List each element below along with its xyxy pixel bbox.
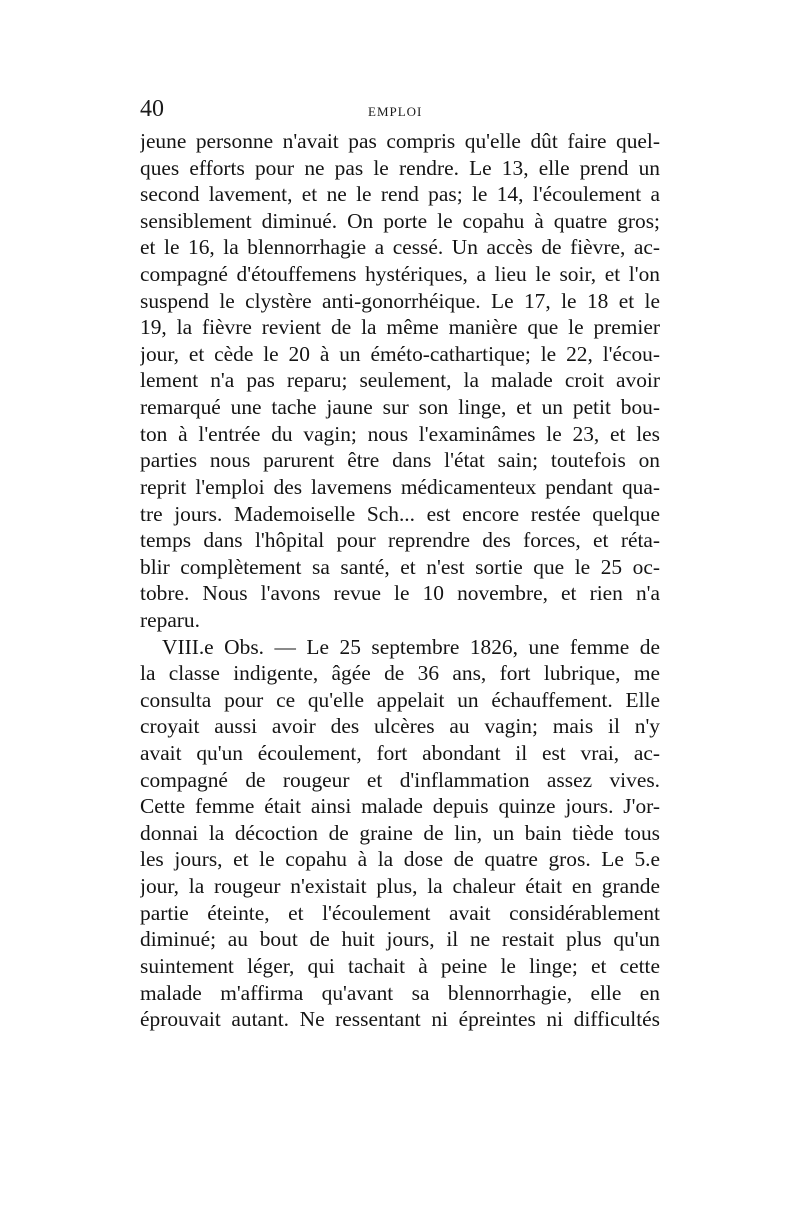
text-line: croyait aussi avoir des ulcères au vagin; mais il n'y	[140, 714, 660, 739]
text-line: jour, et cède le 20 à un éméto-cathartique; le 22, l'écou-	[140, 341, 660, 366]
body-text	[140, 128, 660, 1033]
text-line: tobre. Nous l'avons revue le 10 novembre, et rien n'a	[140, 581, 660, 606]
text-line: temps dans l'hôpital pour reprendre des forces, et réta-	[140, 528, 660, 553]
text-line: malade m'affirma qu'avant sa blennorrhagie, elle en	[140, 980, 660, 1005]
text-line: sensiblement diminué. On porte le copahu à quatre gros;	[140, 208, 660, 233]
text-line: la classe indigente, âgée de 36 ans, fort lubrique, me	[140, 661, 660, 686]
text-line: Cette femme était ainsi malade depuis quinze jours. J'or-	[140, 794, 660, 819]
text-line: compagné d'étouffemens hystériques, a lieu le soir, et l'on	[140, 262, 660, 287]
text-line: donnai la décoction de graine de lin, un bain tiède tous	[140, 820, 660, 845]
page-number: 40	[140, 96, 164, 122]
text-line: remarqué une tache jaune sur son linge, et un petit bou-	[140, 395, 660, 420]
text-line: consulta pour ce qu'elle appelait un échauffement. Elle	[140, 687, 660, 712]
text-line: compagné de rougeur et d'inflammation assez vives.	[140, 767, 660, 792]
running-head: EMPLOI	[368, 104, 423, 119]
text-line: second lavement, et ne le rend pas; le 14, l'écoulement a	[140, 182, 660, 207]
text-line: avait qu'un écoulement, fort abondant il est vrai, ac-	[140, 741, 660, 766]
text-line: jour, la rougeur n'existait plus, la chaleur était en grande	[140, 874, 660, 899]
text-line: jeune personne n'avait pas compris qu'elle dût faire quel-	[140, 129, 660, 153]
page-header	[140, 96, 660, 126]
text-line: suintement léger, qui tachait à peine le linge; et cette	[140, 953, 660, 978]
text-line: et le 16, la blennorrhagie a cessé. Un accès de fièvre, ac-	[140, 235, 660, 260]
text-line: suspend le clystère anti-gonorrhéique. Le 17, le 18 et le	[140, 288, 660, 313]
text-line: parties nous parurent être dans l'état sain; toutefois on	[140, 448, 660, 473]
text-line: VIII.e Obs. — Le 25 septembre 1826, une femme de	[162, 634, 660, 659]
text-line: reparu.	[140, 607, 200, 632]
text-line: partie éteinte, et l'écoulement avait considérablement	[140, 900, 660, 925]
text-line: diminué; au bout de huit jours, il ne restait plus qu'un	[140, 927, 660, 952]
text-line: reprit l'emploi des lavemens médicamenteux pendant qua-	[140, 474, 660, 499]
text-line: blir complètement sa santé, et n'est sortie que le 25 oc-	[140, 554, 660, 579]
text-line: lement n'a pas reparu; seulement, la malade croit avoir	[140, 368, 660, 393]
text-line: éprouvait autant. Ne ressentant ni épreintes ni difficultés	[140, 1007, 660, 1032]
text-line: ton à l'entrée du vagin; nous l'examinâmes le 23, et les	[140, 421, 660, 446]
text-line: tre jours. Mademoiselle Sch... est encore restée quelque	[140, 501, 660, 526]
text-line: les jours, et le copahu à la dose de quatre gros. Le 5.e	[140, 847, 660, 872]
text-line: ques efforts pour ne pas le rendre. Le 13, elle prend un	[140, 155, 660, 180]
text-line: 19, la fièvre revient de la même manière que le premier	[140, 315, 660, 340]
